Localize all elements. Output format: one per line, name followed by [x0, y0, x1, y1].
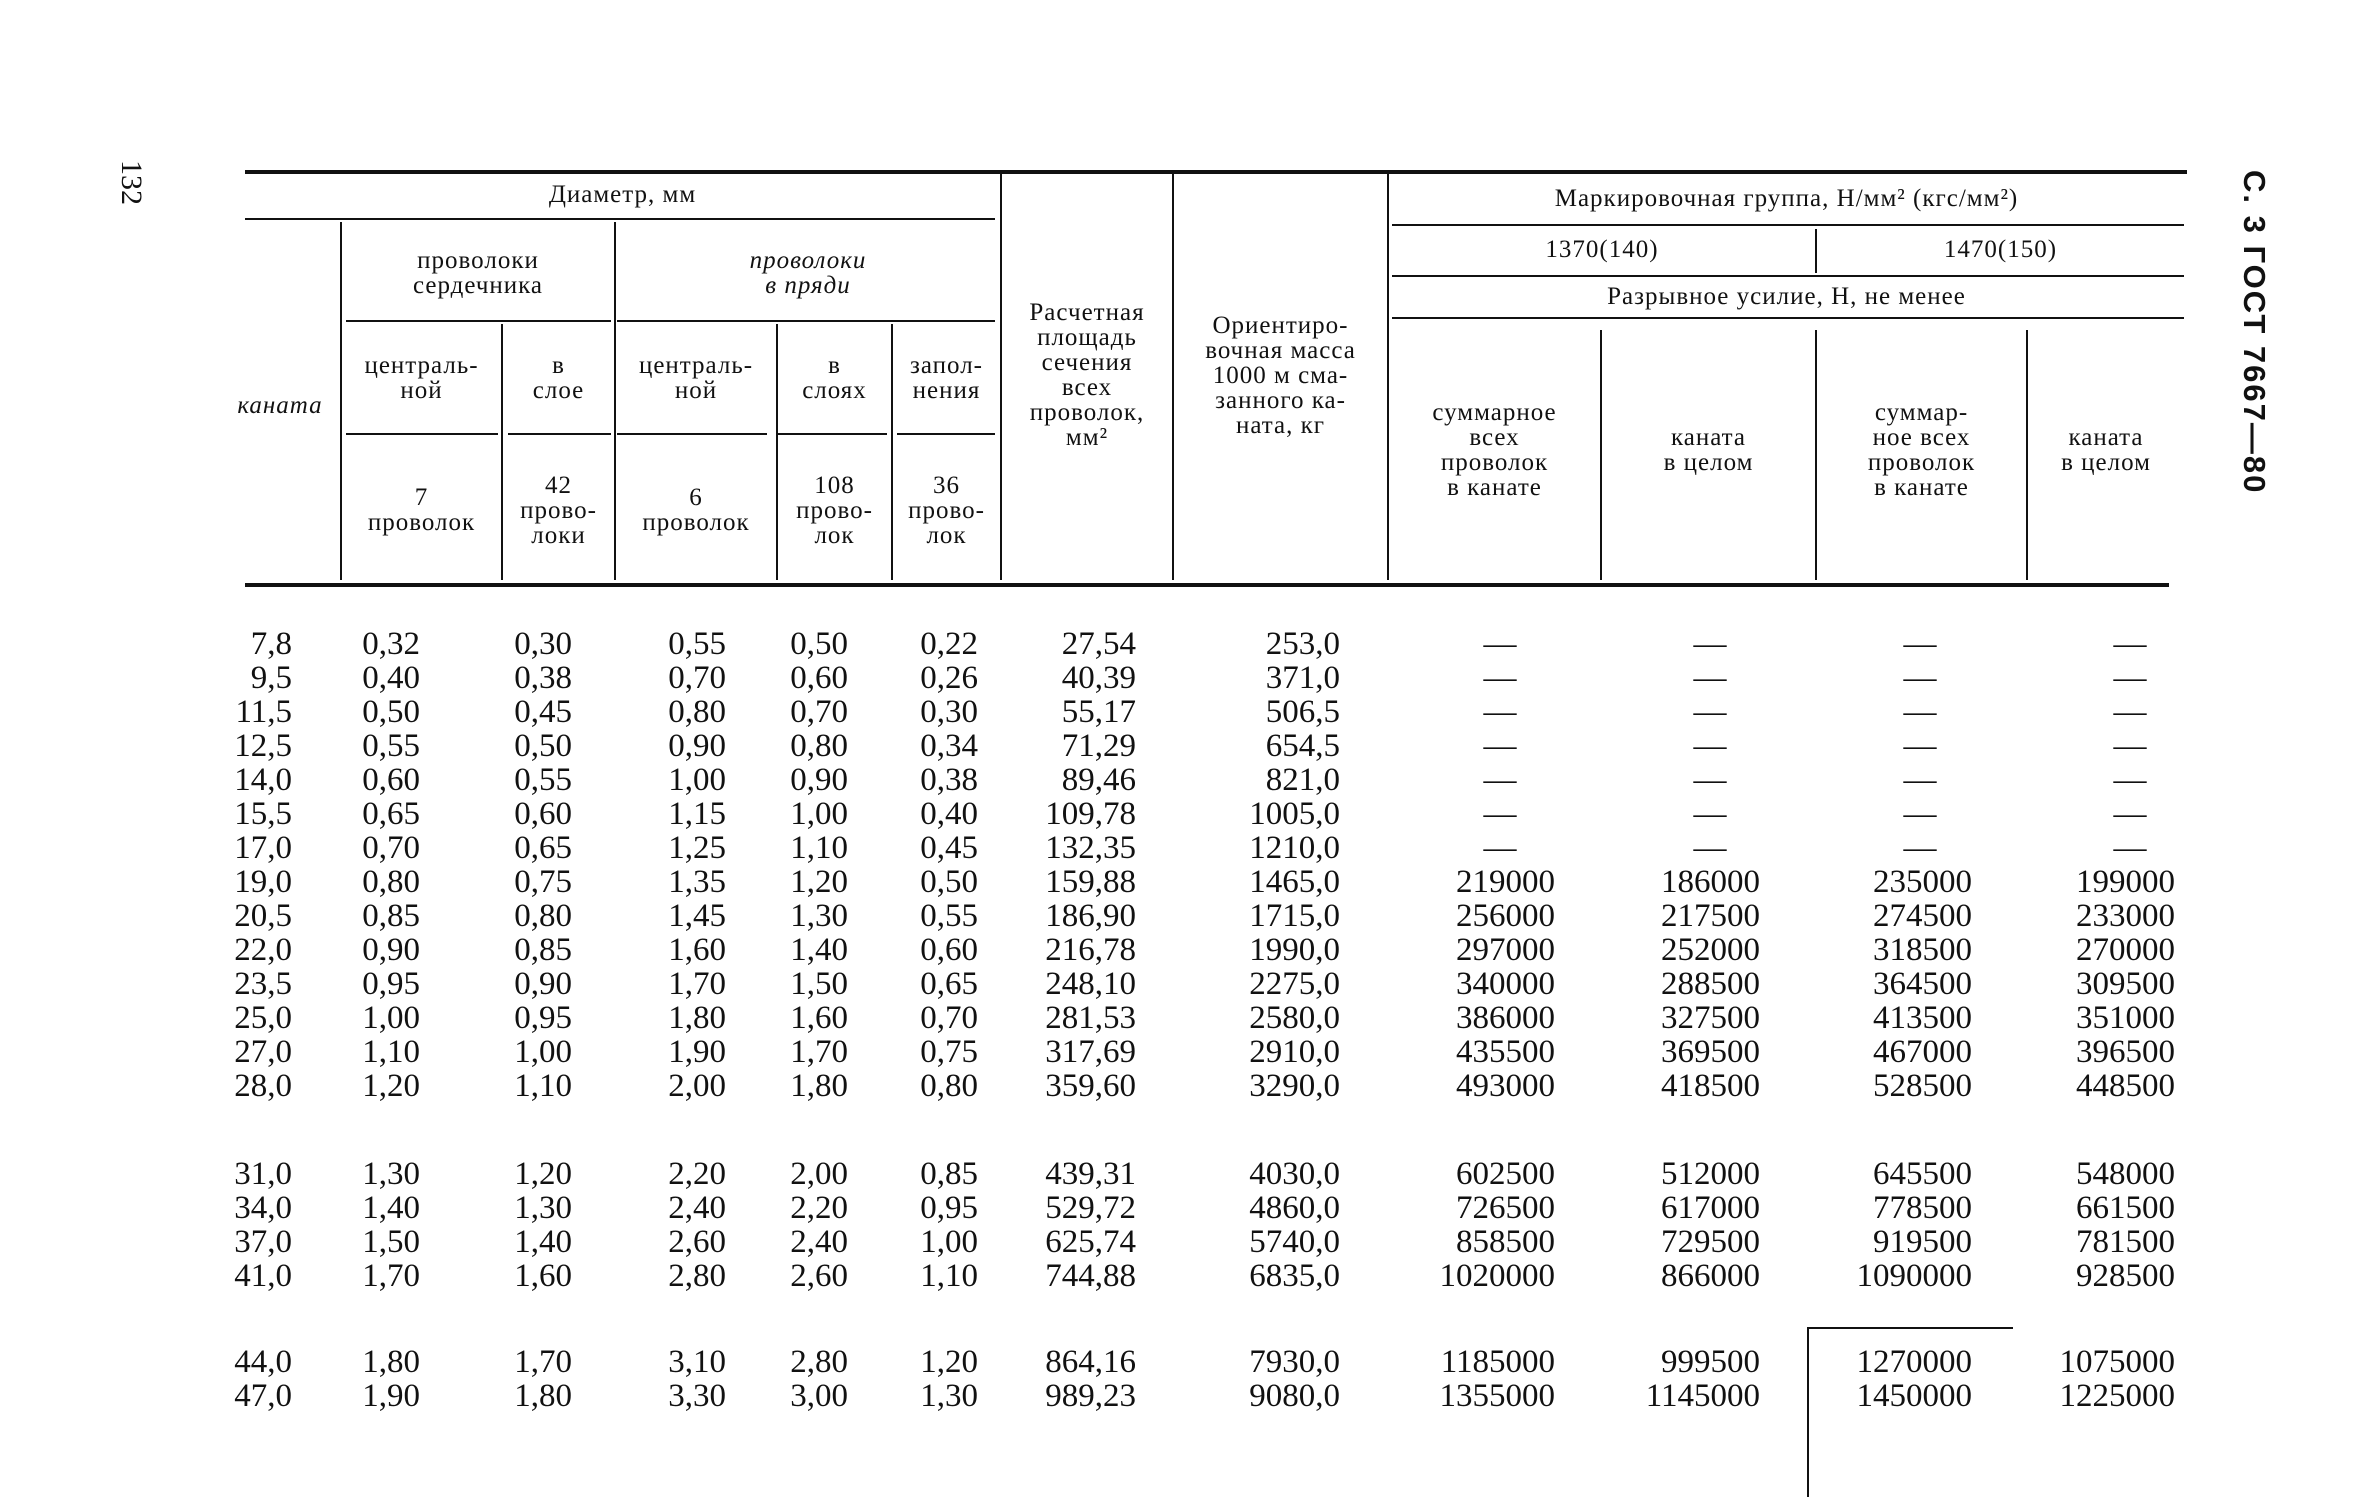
cell-core-central: 0,40	[362, 660, 420, 696]
cell-sum-1470: —	[1903, 796, 1937, 832]
cell-sum-1370: 256000	[1456, 898, 1555, 934]
header-group-1370: 1370(140)	[1545, 235, 1659, 263]
cell-strand-layers: 2,00	[790, 1156, 848, 1192]
page-number: 132	[115, 160, 148, 205]
cell-strand-central: 2,60	[668, 1224, 726, 1260]
cell-rope-diameter: 25,0	[234, 1000, 292, 1036]
cell-core-central: 1,20	[362, 1068, 420, 1104]
cell-rope-diameter: 28,0	[234, 1068, 292, 1104]
cell-area: 625,74	[1045, 1224, 1136, 1260]
header-rope-1370: каната в целом	[1663, 424, 1754, 476]
cell-rope-diameter: 12,5	[234, 728, 292, 764]
cell-strand-filler: 0,65	[920, 966, 978, 1002]
table-row	[0, 1379, 2371, 1413]
cell-rope-1370: 252000	[1661, 932, 1760, 968]
cell-core-layer: 0,55	[514, 762, 572, 798]
cell-strand-filler: 0,75	[920, 1034, 978, 1070]
cell-rope-1470: 309500	[2076, 966, 2175, 1002]
cell-core-layer: 0,85	[514, 932, 572, 968]
header-breaking-force: Разрывное усилие, Н, не менее	[1607, 282, 1966, 310]
cell-strand-filler: 0,80	[920, 1068, 978, 1104]
cell-area: 439,31	[1045, 1156, 1136, 1192]
cell-core-central: 1,50	[362, 1224, 420, 1260]
cell-mass: 4030,0	[1249, 1156, 1340, 1192]
cell-core-layer: 0,30	[514, 626, 572, 662]
cell-rope-1370: —	[1693, 626, 1727, 662]
cell-sum-1470: 364500	[1873, 966, 1972, 1002]
cell-rope-1470: 351000	[2076, 1000, 2175, 1036]
cell-core-central: 0,90	[362, 932, 420, 968]
cell-mass: 506,5	[1265, 694, 1340, 730]
header-mass: Ориентиро- вочная масса 1000 м сма- занного ка- ната, кг	[1205, 311, 1356, 439]
cell-area: 216,78	[1045, 932, 1136, 968]
cell-strand-filler: 0,38	[920, 762, 978, 798]
cell-core-central: 0,50	[362, 694, 420, 730]
cell-sum-1370: —	[1483, 660, 1517, 696]
cell-strand-central: 1,25	[668, 830, 726, 866]
cell-strand-layers: 1,10	[790, 830, 848, 866]
cell-core-layer: 1,20	[514, 1156, 572, 1192]
cell-strand-layers: 1,00	[790, 796, 848, 832]
cell-sum-1370: —	[1483, 626, 1517, 662]
table-row	[0, 1345, 2371, 1379]
cell-rope-diameter: 7,8	[250, 626, 292, 662]
header-rope-1470: каната в целом	[2061, 424, 2151, 476]
cell-mass: 2580,0	[1249, 1000, 1340, 1036]
cell-rope-1370: —	[1693, 796, 1727, 832]
table-row	[0, 1035, 2371, 1069]
cell-sum-1470: 318500	[1873, 932, 1972, 968]
cell-core-central: 0,70	[362, 830, 420, 866]
cell-mass: 9080,0	[1249, 1378, 1340, 1414]
cell-sum-1470: —	[1903, 762, 1937, 798]
cell-area: 359,60	[1045, 1068, 1136, 1104]
cell-mass: 5740,0	[1249, 1224, 1340, 1260]
cell-rope-1470: 1225000	[2059, 1378, 2175, 1414]
header-strand-layers-count: 108 прово- лок	[796, 471, 873, 549]
table-row	[0, 1001, 2371, 1035]
cell-sum-1370: 726500	[1456, 1190, 1555, 1226]
cell-strand-filler: 0,30	[920, 694, 978, 730]
cell-rope-1470: —	[2113, 626, 2147, 662]
cell-rope-1370: —	[1693, 830, 1727, 866]
cell-rope-diameter: 31,0	[234, 1156, 292, 1192]
cell-core-layer: 1,40	[514, 1224, 572, 1260]
cell-strand-filler: 1,20	[920, 1344, 978, 1380]
cell-strand-central: 2,00	[668, 1068, 726, 1104]
table-row	[0, 1225, 2371, 1259]
cell-rope-1470: —	[2113, 728, 2147, 764]
cell-strand-central: 1,00	[668, 762, 726, 798]
header-strand-layers: в слоях	[802, 351, 867, 404]
cell-rope-1370: 418500	[1661, 1068, 1760, 1104]
table-row	[0, 661, 2371, 695]
header-area: Расчетная площадь сечения всех проволок, мм²	[1029, 299, 1145, 451]
cell-sum-1470: 235000	[1873, 864, 1972, 900]
cell-rope-1470: 1075000	[2059, 1344, 2175, 1380]
table-row	[0, 1069, 2371, 1103]
header-core-central-count: 7 проволок	[367, 484, 476, 536]
cell-sum-1370: 340000	[1456, 966, 1555, 1002]
header-marking-group: Маркировочная группа, Н/мм² (кгс/мм²)	[1554, 184, 2019, 212]
cell-strand-filler: 0,60	[920, 932, 978, 968]
cell-rope-1470: 448500	[2076, 1068, 2175, 1104]
cell-strand-central: 3,30	[668, 1378, 726, 1414]
cell-rope-1370: 327500	[1661, 1000, 1760, 1036]
cell-sum-1470: —	[1903, 694, 1937, 730]
header-core-layer: в слое	[532, 351, 585, 404]
cell-sum-1370: —	[1483, 728, 1517, 764]
cell-strand-central: 2,20	[668, 1156, 726, 1192]
cell-rope-1370: 1145000	[1645, 1378, 1760, 1414]
cell-rope-1470: 233000	[2076, 898, 2175, 934]
cell-strand-filler: 0,50	[920, 864, 978, 900]
cell-strand-layers: 2,60	[790, 1258, 848, 1294]
header-strand-filler-count: 36 прово- лок	[908, 471, 985, 549]
cell-core-layer: 0,65	[514, 830, 572, 866]
cell-mass: 4860,0	[1249, 1190, 1340, 1226]
cell-rope-1370: 186000	[1661, 864, 1760, 900]
cell-core-central: 0,65	[362, 796, 420, 832]
table-row	[0, 933, 2371, 967]
cell-core-layer: 0,80	[514, 898, 572, 934]
header-rope: каната	[237, 391, 323, 419]
cell-sum-1370: 219000	[1456, 864, 1555, 900]
cell-strand-central: 2,40	[668, 1190, 726, 1226]
cell-core-central: 0,80	[362, 864, 420, 900]
cell-rope-diameter: 11,5	[235, 694, 292, 730]
cell-strand-filler: 0,95	[920, 1190, 978, 1226]
cell-mass: 1465,0	[1249, 864, 1340, 900]
cell-core-layer: 1,60	[514, 1258, 572, 1294]
cell-strand-filler: 0,70	[920, 1000, 978, 1036]
cell-mass: 7930,0	[1249, 1344, 1340, 1380]
cell-strand-layers: 0,90	[790, 762, 848, 798]
cell-core-layer: 0,75	[514, 864, 572, 900]
cell-rope-diameter: 19,0	[234, 864, 292, 900]
cell-strand-central: 0,80	[668, 694, 726, 730]
cell-area: 55,17	[1061, 694, 1136, 730]
table-row	[0, 797, 2371, 831]
cell-area: 186,90	[1045, 898, 1136, 934]
cell-sum-1370: —	[1483, 762, 1517, 798]
header-group-1470: 1470(150)	[1943, 235, 2058, 263]
cell-strand-central: 0,90	[668, 728, 726, 764]
cell-rope-diameter: 37,0	[234, 1224, 292, 1260]
cell-core-central: 1,40	[362, 1190, 420, 1226]
cell-strand-layers: 1,80	[790, 1068, 848, 1104]
cell-strand-central: 1,70	[668, 966, 726, 1002]
cell-core-central: 0,60	[362, 762, 420, 798]
cell-core-layer: 0,90	[514, 966, 572, 1002]
bracket-vertical-line	[1807, 1327, 1809, 1497]
cell-rope-1470: 928500	[2076, 1258, 2175, 1294]
cell-area: 529,72	[1045, 1190, 1136, 1226]
cell-strand-central: 0,55	[668, 626, 726, 662]
cell-mass: 1715,0	[1249, 898, 1340, 934]
cell-area: 71,29	[1061, 728, 1136, 764]
cell-core-layer: 1,70	[514, 1344, 572, 1380]
cell-sum-1470: 528500	[1873, 1068, 1972, 1104]
table-row	[0, 831, 2371, 865]
cell-sum-1470: 645500	[1873, 1156, 1972, 1192]
table-row	[0, 1259, 2371, 1293]
cell-rope-diameter: 34,0	[234, 1190, 292, 1226]
cell-area: 989,23	[1045, 1378, 1136, 1414]
header-strand-central: централь- ной	[638, 351, 754, 404]
table-row	[0, 899, 2371, 933]
cell-core-layer: 0,95	[514, 1000, 572, 1036]
cell-strand-filler: 1,00	[920, 1224, 978, 1260]
cell-rope-diameter: 44,0	[234, 1344, 292, 1380]
cell-strand-central: 3,10	[668, 1344, 726, 1380]
cell-rope-diameter: 14,0	[234, 762, 292, 798]
cell-core-central: 0,85	[362, 898, 420, 934]
cell-core-central: 1,30	[362, 1156, 420, 1192]
cell-rope-1370: —	[1693, 660, 1727, 696]
table-row	[0, 865, 2371, 899]
cell-sum-1470: 778500	[1873, 1190, 1972, 1226]
cell-core-central: 1,10	[362, 1034, 420, 1070]
cell-sum-1470: 467000	[1873, 1034, 1972, 1070]
cell-strand-layers: 1,20	[790, 864, 848, 900]
cell-strand-filler: 0,22	[920, 626, 978, 662]
cell-sum-1470: 1450000	[1856, 1378, 1972, 1414]
cell-core-layer: 1,30	[514, 1190, 572, 1226]
cell-strand-layers: 1,70	[790, 1034, 848, 1070]
cell-sum-1470: —	[1903, 830, 1937, 866]
cell-mass: 1990,0	[1249, 932, 1340, 968]
cell-area: 40,39	[1061, 660, 1136, 696]
cell-rope-1470: 548000	[2076, 1156, 2175, 1192]
cell-core-central: 1,90	[362, 1378, 420, 1414]
cell-rope-1370: 288500	[1661, 966, 1760, 1002]
cell-area: 281,53	[1045, 1000, 1136, 1036]
cell-sum-1370: 1185000	[1440, 1344, 1555, 1380]
cell-area: 864,16	[1045, 1344, 1136, 1380]
cell-sum-1370: 493000	[1456, 1068, 1555, 1104]
cell-sum-1370: 858500	[1456, 1224, 1555, 1260]
cell-mass: 6835,0	[1249, 1258, 1340, 1294]
cell-area: 159,88	[1045, 864, 1136, 900]
cell-area: 27,54	[1061, 626, 1136, 662]
cell-mass: 654,5	[1265, 728, 1340, 764]
cell-area: 109,78	[1045, 796, 1136, 832]
cell-mass: 371,0	[1265, 660, 1340, 696]
cell-rope-diameter: 15,5	[234, 796, 292, 832]
cell-core-central: 1,00	[362, 1000, 420, 1036]
cell-core-layer: 0,50	[514, 728, 572, 764]
cell-mass: 1210,0	[1249, 830, 1340, 866]
cell-strand-layers: 0,50	[790, 626, 848, 662]
cell-strand-layers: 0,70	[790, 694, 848, 730]
cell-strand-layers: 1,60	[790, 1000, 848, 1036]
cell-core-layer: 1,00	[514, 1034, 572, 1070]
cell-area: 89,46	[1061, 762, 1136, 798]
table-row	[0, 695, 2371, 729]
cell-rope-diameter: 17,0	[234, 830, 292, 866]
cell-mass: 1005,0	[1249, 796, 1340, 832]
header-diameter: Диаметр, мм	[548, 180, 697, 208]
cell-sum-1470: 919500	[1873, 1224, 1972, 1260]
cell-rope-1470: 661500	[2076, 1190, 2175, 1226]
cell-mass: 253,0	[1265, 626, 1340, 662]
cell-sum-1470: 413500	[1873, 1000, 1972, 1036]
table-row	[0, 729, 2371, 763]
cell-strand-central: 1,60	[668, 932, 726, 968]
cell-rope-1370: 866000	[1661, 1258, 1760, 1294]
cell-rope-1470: —	[2113, 762, 2147, 798]
cell-strand-layers: 0,80	[790, 728, 848, 764]
cell-rope-1470: 781500	[2076, 1224, 2175, 1260]
cell-rope-1370: 217500	[1661, 898, 1760, 934]
cell-sum-1370: 1355000	[1439, 1378, 1555, 1414]
header-strand-wires: проволоки в пряди	[749, 247, 867, 299]
cell-strand-central: 1,90	[668, 1034, 726, 1070]
header-core-central: централь- ной	[364, 351, 479, 404]
cell-area: 248,10	[1045, 966, 1136, 1002]
cell-rope-diameter: 27,0	[234, 1034, 292, 1070]
cell-rope-1470: 199000	[2076, 864, 2175, 900]
cell-mass: 821,0	[1265, 762, 1340, 798]
cell-strand-layers: 1,30	[790, 898, 848, 934]
cell-strand-layers: 1,50	[790, 966, 848, 1002]
header-strand-central-count: 6 проволок	[642, 484, 750, 536]
table-row	[0, 627, 2371, 661]
table-row	[0, 1157, 2371, 1191]
cell-rope-1470: —	[2113, 660, 2147, 696]
cell-core-layer: 1,80	[514, 1378, 572, 1414]
table-row	[0, 1191, 2371, 1225]
cell-core-central: 1,80	[362, 1344, 420, 1380]
cell-strand-filler: 1,10	[920, 1258, 978, 1294]
standard-label: С. 3 ГОСТ 7667—80	[2237, 170, 2272, 495]
cell-sum-1470: —	[1903, 660, 1937, 696]
cell-strand-central: 1,80	[668, 1000, 726, 1036]
cell-strand-layers: 0,60	[790, 660, 848, 696]
cell-strand-central: 1,45	[668, 898, 726, 934]
cell-sum-1370: —	[1483, 694, 1517, 730]
cell-sum-1370: 1020000	[1439, 1258, 1555, 1294]
cell-core-central: 0,32	[362, 626, 420, 662]
cell-sum-1470: —	[1903, 626, 1937, 662]
cell-sum-1370: 602500	[1456, 1156, 1555, 1192]
table-row	[0, 763, 2371, 797]
cell-core-central: 0,55	[362, 728, 420, 764]
cell-rope-1470: 270000	[2076, 932, 2175, 968]
cell-strand-layers: 2,20	[790, 1190, 848, 1226]
cell-mass: 2275,0	[1249, 966, 1340, 1002]
cell-core-layer: 0,45	[514, 694, 572, 730]
cell-rope-1470: 396500	[2076, 1034, 2175, 1070]
cell-rope-1370: 729500	[1661, 1224, 1760, 1260]
header-sum-1370: суммарное всех проволок в канате	[1432, 399, 1557, 501]
cell-strand-layers: 2,80	[790, 1344, 848, 1380]
cell-rope-diameter: 9,5	[250, 660, 292, 696]
cell-area: 132,35	[1045, 830, 1136, 866]
cell-mass: 3290,0	[1249, 1068, 1340, 1104]
cell-strand-filler: 0,85	[920, 1156, 978, 1192]
bracket-top-line	[1807, 1327, 2013, 1329]
cell-sum-1370: —	[1483, 830, 1517, 866]
cell-core-layer: 1,10	[514, 1068, 572, 1104]
cell-mass: 2910,0	[1249, 1034, 1340, 1070]
cell-area: 744,88	[1045, 1258, 1136, 1294]
cell-rope-diameter: 23,5	[234, 966, 292, 1002]
cell-rope-1370: 369500	[1661, 1034, 1760, 1070]
cell-sum-1370: 435500	[1456, 1034, 1555, 1070]
cell-rope-diameter: 41,0	[234, 1258, 292, 1294]
cell-sum-1370: 297000	[1456, 932, 1555, 968]
cell-sum-1470: 274500	[1873, 898, 1972, 934]
cell-rope-1370: —	[1693, 728, 1727, 764]
cell-sum-1370: —	[1483, 796, 1517, 832]
cell-sum-1470: —	[1903, 728, 1937, 764]
cell-strand-central: 2,80	[668, 1258, 726, 1294]
cell-strand-filler: 1,30	[920, 1378, 978, 1414]
cell-strand-layers: 2,40	[790, 1224, 848, 1260]
cell-rope-1470: —	[2113, 830, 2147, 866]
cell-strand-filler: 0,34	[920, 728, 978, 764]
cell-rope-diameter: 47,0	[234, 1378, 292, 1414]
cell-strand-filler: 0,40	[920, 796, 978, 832]
cell-sum-1370: 386000	[1456, 1000, 1555, 1036]
cell-area: 317,69	[1045, 1034, 1136, 1070]
cell-core-central: 1,70	[362, 1258, 420, 1294]
cell-rope-1470: —	[2113, 796, 2147, 832]
cell-strand-central: 1,35	[668, 864, 726, 900]
cell-rope-1370: 512000	[1661, 1156, 1760, 1192]
cell-strand-layers: 3,00	[790, 1378, 848, 1414]
cell-strand-filler: 0,26	[920, 660, 978, 696]
header-core-layer-count: 42 прово- локи	[520, 471, 597, 549]
header-core-wires: проволоки сердечника	[412, 247, 544, 299]
cell-strand-filler: 0,45	[920, 830, 978, 866]
cell-rope-1370: —	[1693, 694, 1727, 730]
cell-sum-1470: 1270000	[1856, 1344, 1972, 1380]
cell-strand-filler: 0,55	[920, 898, 978, 934]
cell-core-central: 0,95	[362, 966, 420, 1002]
cell-sum-1470: 1090000	[1856, 1258, 1972, 1294]
cell-core-layer: 0,60	[514, 796, 572, 832]
header-strand-filler: запол- нения	[910, 351, 983, 404]
cell-strand-central: 1,15	[668, 796, 726, 832]
cell-rope-diameter: 20,5	[234, 898, 292, 934]
cell-strand-central: 0,70	[668, 660, 726, 696]
header-sum-1470: суммар- ное всех проволок в канате	[1867, 399, 1976, 501]
cell-rope-1370: —	[1693, 762, 1727, 798]
cell-rope-diameter: 22,0	[234, 932, 292, 968]
cell-strand-layers: 1,40	[790, 932, 848, 968]
cell-rope-1470: —	[2113, 694, 2147, 730]
cell-rope-1370: 999500	[1661, 1344, 1760, 1380]
cell-rope-1370: 617000	[1661, 1190, 1760, 1226]
cell-core-layer: 0,38	[514, 660, 572, 696]
table-row	[0, 967, 2371, 1001]
